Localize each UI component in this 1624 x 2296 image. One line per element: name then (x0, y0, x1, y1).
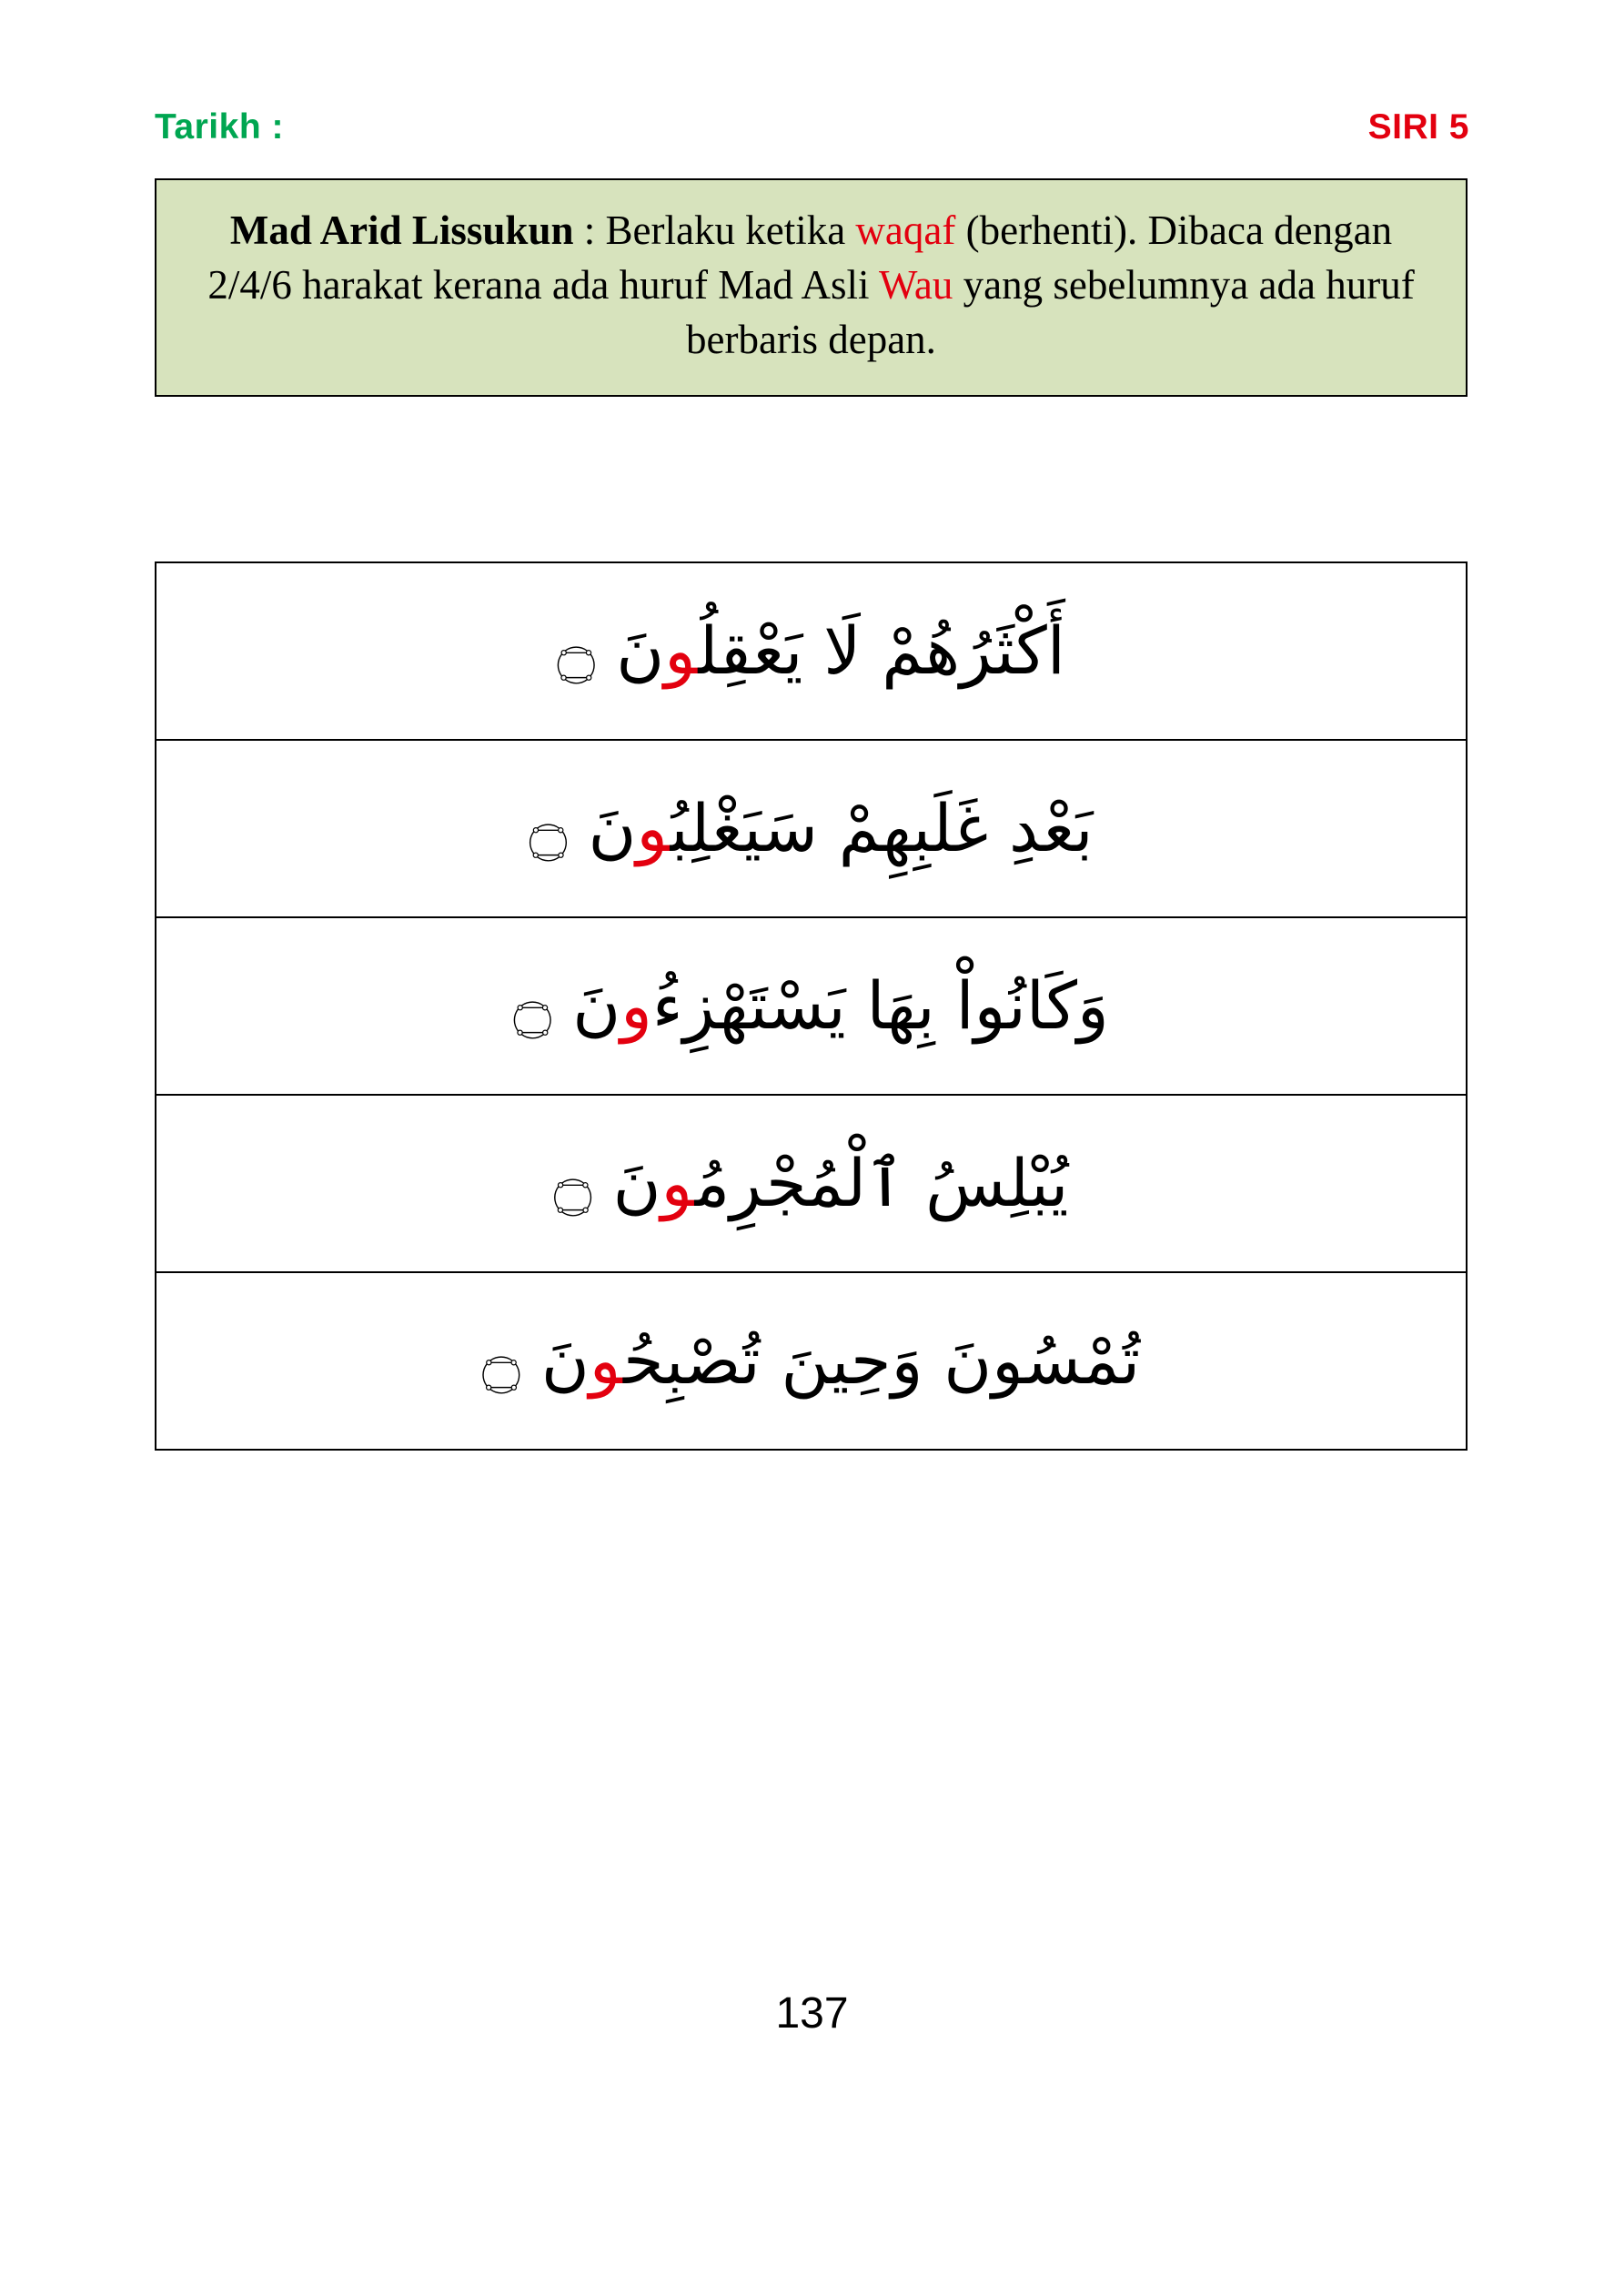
rule-text-part3: yang sebelumnya ada huruf berbaris depan. (686, 261, 1415, 362)
ayah-2-before: بَعْدِ غَلَبِهِمْ سَيَغْلِبُ (670, 790, 1094, 867)
date-label: Tarikh : (155, 107, 284, 147)
rule-highlight-waqaf: waqaf (855, 207, 956, 253)
rule-highlight-wau: Wau (879, 261, 953, 308)
ayah-text-4 (180, 1136, 1442, 1230)
ayah-4-after: نَ ۝ (553, 1145, 661, 1222)
table-row (156, 740, 1467, 917)
ayah-text-1 (180, 603, 1442, 698)
rule-text-part1: : Berlaku ketika (573, 207, 856, 253)
rule-term: Mad Arid Lissukun (229, 207, 574, 253)
ayah-text-2 (180, 781, 1442, 875)
ayah-cell-2 (156, 740, 1467, 917)
ayah-3-after: نَ ۝ (513, 967, 621, 1045)
ayah-3-highlight: و (620, 967, 652, 1045)
ayah-cell-4 (156, 1095, 1467, 1272)
series-label: SIRI 5 (1367, 107, 1469, 147)
ayah-text-3 (180, 958, 1442, 1053)
rule-text-part2: (berhenti). Dibaca dengan 2/4/6 harakat kerana ada huruf Mad Asli (207, 207, 1393, 308)
page-number: 137 (775, 1989, 849, 2038)
ayah-table (155, 561, 1468, 1451)
table-row (156, 562, 1467, 740)
table-row (156, 1272, 1467, 1450)
ayah-1-highlight: و (664, 612, 699, 690)
ayah-2-after: نَ ۝ (529, 790, 637, 867)
ayah-3-before: وَكَانُواْ بِهَا يَسْتَهْزِءُ (651, 967, 1109, 1045)
rule-note-box (155, 178, 1468, 397)
ayah-5-highlight: و (589, 1322, 623, 1400)
page-header (155, 100, 1469, 155)
ayah-text-5 (180, 1313, 1442, 1408)
ayah-5-before: تُمْسُونَ وَحِينَ تُصْبِحُ (622, 1322, 1141, 1400)
ayah-2-highlight: و (636, 790, 671, 867)
ayah-4-before: يُبْلِسُ ٱلْمُجْرِمُ (694, 1145, 1069, 1222)
ayah-cell-5 (156, 1272, 1467, 1450)
ayah-1-after: نَ ۝ (557, 612, 665, 690)
table-row (156, 1095, 1467, 1272)
ayah-5-after: نَ ۝ (481, 1322, 590, 1400)
ayah-cell-1 (156, 562, 1467, 740)
ayah-cell-3 (156, 917, 1467, 1095)
ayah-1-before: أَكْثَرُهُمْ لَا يَعْقِلُ (698, 612, 1065, 690)
table-row (156, 917, 1467, 1095)
ayah-4-highlight: و (661, 1145, 695, 1222)
